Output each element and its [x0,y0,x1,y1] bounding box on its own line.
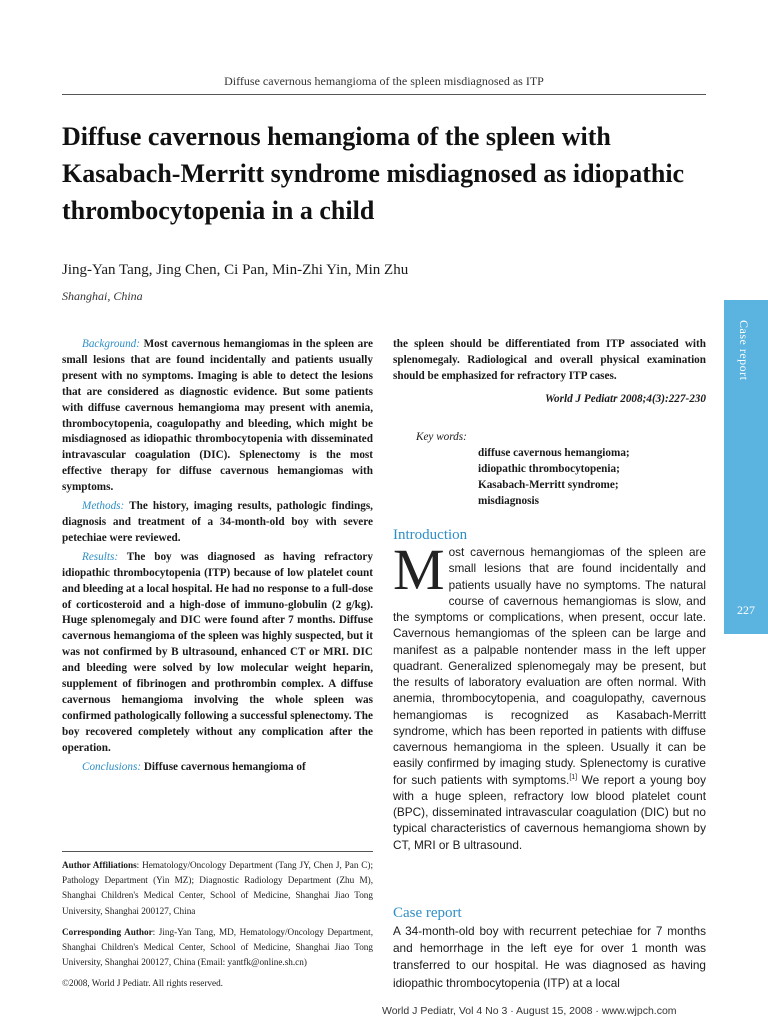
journal-citation: World J Pediatr 2008;4(3):227-230 [544,392,706,405]
keywords [416,430,630,510]
methods-label: Methods: [82,500,125,513]
header-rule [62,94,706,95]
page-number: 227 [737,603,755,617]
case-report-heading: Case report [393,905,462,921]
case-report-text: A 34-month-old boy with recurrent petechiae for 7 months and hemorrhage in the left eye for over 1 month was transferred to our hospital. He was diagnosed as having idiopathic thrombocytopenia (ITP) at a local [393,924,706,990]
footnote-rule [62,851,373,852]
running-head: Diffuse cavernous hemangioma of the spleen misdiagnosed as ITP [224,74,544,88]
reference-marker[interactable]: [1] [569,773,578,781]
section-side-tab [724,300,768,634]
keywords-label: Key words: [416,431,467,443]
abstract-methods [62,499,373,547]
corresponding-text: : Jing-Yan Tang, MD, Hematology/Oncology Department, Shanghai Children's Medical Center, School of Medicine, Shanghai Jiao Tong University, Shanghai 200127, China (Email: yantfk@online.sh.cn) [62,926,373,968]
footnotes [62,858,373,998]
background-text: Most cavernous hemangiomas in the spleen are small lesions that are found incidentally and patients usually present with no symptoms. Imaging is able to detect the lesions that are considered as diagnostic evidence. But some patients with diffuse cavernous hemangioma may present with anemia, thrombocytopenia, coagulopathy and bleeding, which might be misdiagnosed as idiopathic thrombocytopenia with disseminated intravascular coagulation (DIC). Splenectomy is the most effective therapy for diffuse cavernous hemangiomas with symptoms. [62,338,374,494]
article-title: Diffuse cavernous hemangioma of the spleen with Kasabach-Merritt syndrome misdiagnosed as idiopathic thrombocytopenia in a child [62,122,685,225]
corresponding-author [62,925,373,971]
author-location: Shanghai, China [62,289,143,303]
copyright: ©2008, World J Pediatr. All rights reserved. [62,978,223,989]
introduction-text [393,537,706,853]
keyword-item: Kasabach-Merritt syndrome; [478,478,619,491]
keyword-item: diffuse cavernous hemangioma; [478,446,630,459]
conclusions-text-a: Diffuse cavernous hemangioma of [143,760,306,773]
conclusions-text-b: the spleen should be differentiated from ITP associated with splenomegaly. Radiological and overall physical examination should be emphasized for refractory ITP cases. [393,338,706,382]
author-list: Jing-Yan Tang, Jing Chen, Ci Pan, Min-Zhi Yin, Min Zhu [62,262,409,278]
keyword-item: misdiagnosis [478,494,539,507]
conclusions-label: Conclusions: [82,760,142,773]
results-label: Results: [82,550,119,563]
affiliations-text: : Hematology/Oncology Department (Tang JY, Chen J, Pan C); Pathology Department (Yin MZ); Diagnostic Radiology Department (Zhu M), Shanghai Children's Medical Center, School of Medicine, Shanghai Jiao Tong University, Shanghai 200127, China [62,860,374,916]
intro-text-b: We report a young boy with a huge spleen, refractory low blood platelet count (BPC), disseminated intravascular coagulation (DIC) but no typical characteristics of cavernous hemangioma shown by CT, MRI or B ultrasound. [393,772,706,852]
methods-text: The history, imaging results, pathologic findings, diagnosis and treatment of a 34-month-old boy with severe petechiae were reviewed. [62,500,373,544]
author-affiliations [62,858,373,919]
dropcap: M [393,537,445,602]
introduction-heading: Introduction [393,527,468,543]
corresponding-label: Corresponding Author [62,926,153,937]
abstract-results [62,550,373,757]
results-text: The boy was diagnosed as having refractory idiopathic thrombocytopenia (ITP) because of low platelet count and bleeding at a local hospital. He had no response to a full-dose of corticosteroid and a high-dose of immuno-globulin (2 g/kg). Huge splenomegaly and DIC were found after 7 months. Diffuse cavernous hemangioma of the spleen was highly suspected, but it was not confirmed by B ultrasound, enhanced CT or MRI. DIC and bleeding were solved by low molecular weight heparin, supplement of fibrinogen and prothrombin complex. A diffuse cavernous hemangioma involving the whole spleen was confirmed pathologically following a successful splenectomy. The boy recovered completely without any complication after the operation. [62,550,373,754]
keyword-item: idiopathic thrombocytopenia; [478,462,620,475]
intro-text-a: ost cavernous hemangiomas of the spleen are small lesions that are found incidentally and patients usually have no symptoms. The natural course of cavernous hemangiomas is slow, and the symptoms or complications, when present, occur late. Cavernous hemangiomas of the spleen can be large and manifest as a palpable nontender mass in the left upper quadrant. Generalized splenomegaly may be present, but the results of laboratory evaluation are often normal. With anemia, thrombocytopenia, and coagulopathy, cavernous hemangiomas is recognized as Kasabach-Merritt syndrome, which has been reported in patients with diffuse cavernous hemangioma in the spleen. Usually it can be easily confirmed by imaging study. Splenectomy is curative for such patients with symptoms. [393,545,706,787]
abstract-conclusions [62,760,373,776]
side-tab-label: Case report [737,320,751,381]
background-label: Background: [82,338,140,350]
abstract-left-column [62,337,373,778]
affiliations-label: Author Affiliations [62,860,137,870]
abstract-right-column [393,337,706,408]
page-footer: World J Pediatr, Vol 4 No 3 · August 15, 2008 · www.wjpch.com [382,1005,677,1017]
abstract-background [62,337,373,496]
